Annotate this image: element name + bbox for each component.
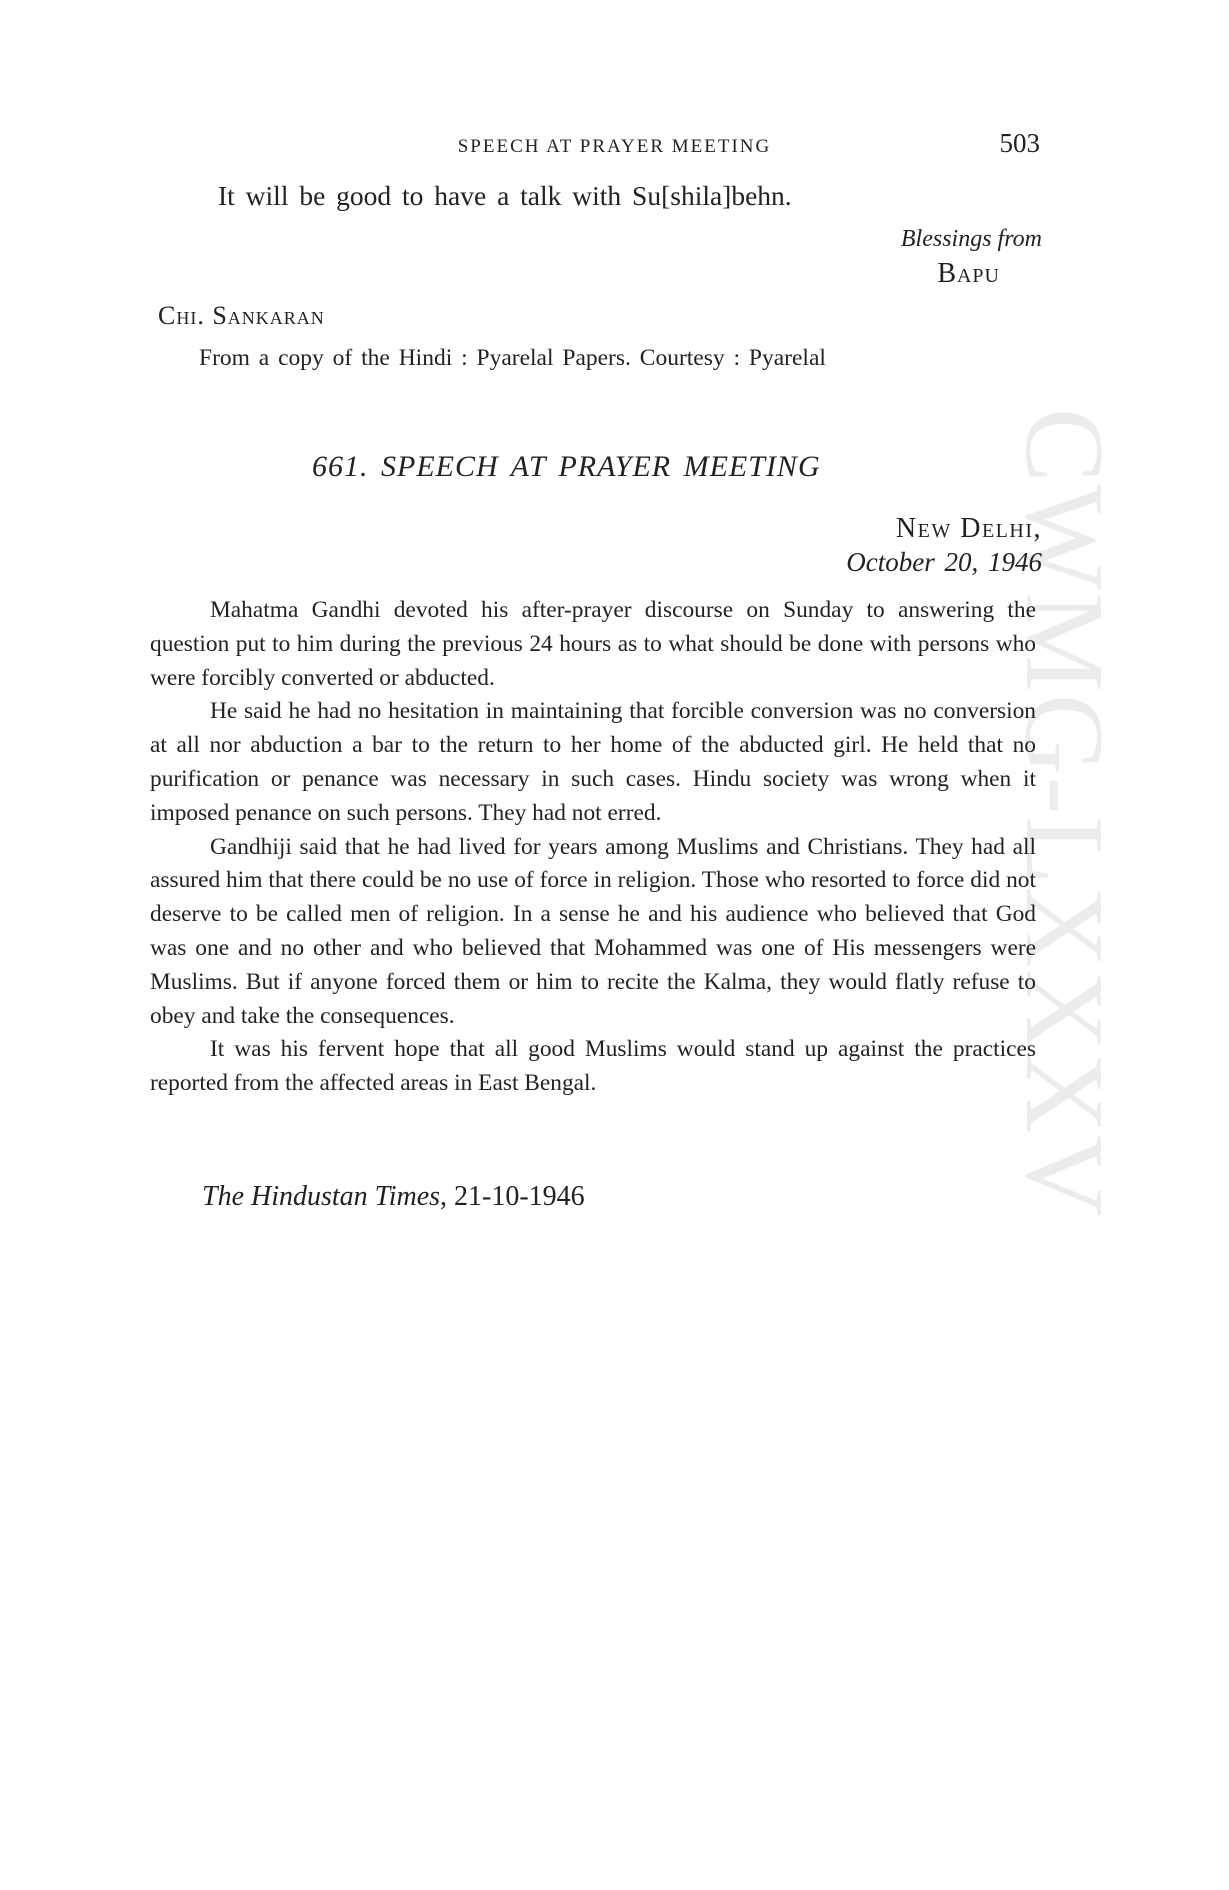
paragraph-1: Mahatma Gandhi devoted his after-prayer discourse on Sunday to answering the question put to him during the previous 24 hours as to what should be done with persons who were forcibly converted or abducted. — [150, 597, 1036, 691]
dateline-date: October 20, 1946 — [846, 547, 1042, 577]
dateline-place: New Delhi, — [895, 513, 1042, 544]
item-heading: 661. SPEECH AT PRAYER MEETING — [312, 450, 821, 483]
speech-body — [150, 594, 1036, 1101]
paragraph-4: It was his fervent hope that all good Muslims would stand up against the practices reported from the affected areas in East Bengal. — [150, 1036, 1036, 1097]
citation — [202, 1181, 585, 1213]
paragraph-3: Gandhiji said that he had lived for years among Muslims and Christians. They had all assured him that there could be no use of force in religion. Those who resorted to force did not deserve to be called men of religion. In a sense he and his audience who believed that God was one and no other and who believed that Mohammed was one of His messengers were Muslims. But if anyone forced them or him to recite the Kalma, they would flatly refuse to obey and take the consequences. — [150, 833, 1036, 1029]
letter-closing-line: It will be good to have a talk with Su[shila]behn. — [218, 180, 792, 211]
letter-blessings: Blessings from — [900, 226, 1042, 252]
source-note: From a copy of the Hindi : Pyarelal Papers. Courtesy : Pyarelal — [199, 345, 826, 371]
citation-source: The Hindustan Times — [202, 1181, 441, 1212]
paragraph-2: He said he had no hesitation in maintaining that forcible conversion was no conversion at all nor abduction a bar to the return to her home of the abducted girl. He held that no purification or penance was necessary in such cases. Hindu society was wrong when it imposed penance on such persons. They had not erred. — [150, 698, 1036, 826]
running-head: SPEECH AT PRAYER MEETING — [457, 136, 772, 157]
letter-addressee: Chi. Sankaran — [158, 301, 325, 330]
letter-signature: Bapu — [937, 258, 1000, 289]
citation-date: , 21-10-1946 — [440, 1181, 585, 1212]
page-number: 503 — [999, 128, 1040, 158]
watermark: CWMG-LXXXV — [1002, 408, 1126, 1219]
